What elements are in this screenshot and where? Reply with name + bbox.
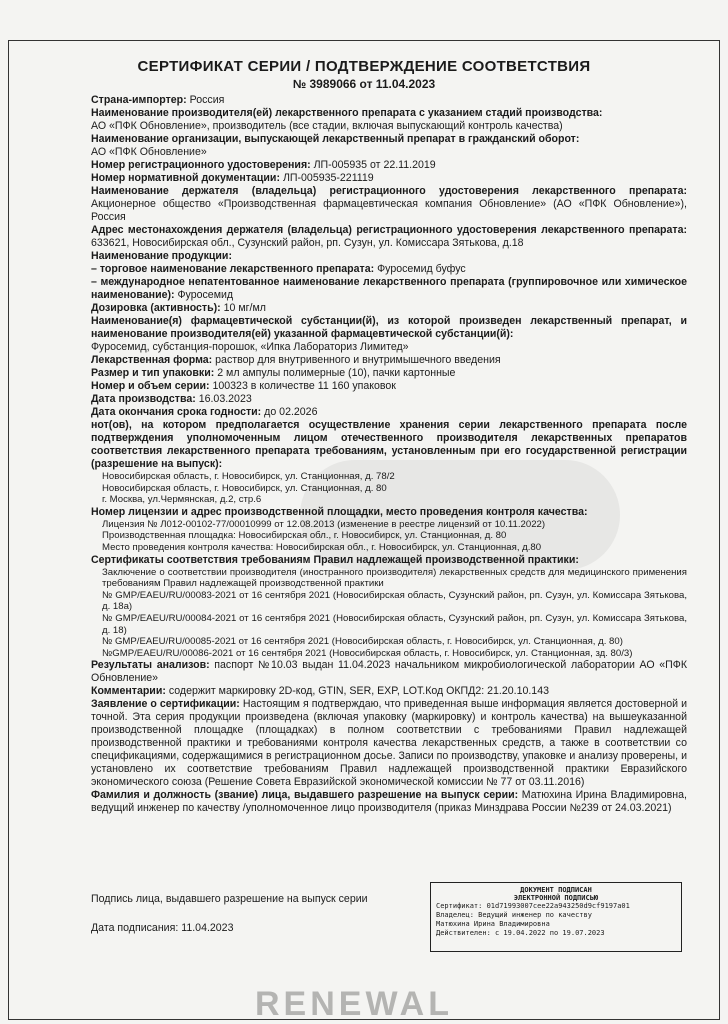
inn-label: – международное непатентованное наименование лекарственного препарата (группировочное или химическое наименование): [91, 276, 687, 301]
document-title: СЕРТИФИКАТ СЕРИИ / ПОДТВЕРЖДЕНИЕ СООТВЕТСТВИЯ [137, 58, 591, 75]
trade-name-label: – торговое наименование лекарственного препарата: [91, 263, 375, 275]
gmp-label: Сертификаты соответствия требованиям Правил надлежащей производственной практики: [91, 553, 579, 566]
dosage-value: 10 мг/мл [223, 302, 266, 314]
product-label: Наименование продукции: [91, 250, 232, 262]
gmp-certificate-4: №GMP/EAEU/RU/00086-2021 от 16 сентября 2021 (Новосибирская область, г. Новосибирск, ул. Станционная, зд. 80/3) [102, 647, 633, 659]
gmp-intro: Заключение о соответствии производителя (иностранного производителя) лекарственных средств для медицинского применения требованиям Правил надлежащей производственной практики [102, 566, 687, 590]
document-number: № 3989066 от 11.04.2023 [292, 77, 436, 91]
license-label: Номер лицензии и адрес производственной площадки, место проведения контроля качества: [91, 505, 588, 518]
gmp-certificate-3: № GMP/EAEU/RU/00085-2021 от 16 сентября 2021 (Новосибирская область, г. Новосибирск, ул. Станционная, д. 80) [102, 636, 623, 648]
certificate-body [91, 94, 687, 815]
authorized-person-value: Матюхина Ирина Владимировна, ведущий инженер по качеству /уполномоченное лицо производителя (приказ Минздрава России №239 от 24.03.2021) [91, 789, 687, 815]
form-value: раствор для внутривенного и внутримышечного введения [215, 354, 501, 366]
authorized-person-label: Фамилия и должность (звание) лица, выдавшего разрешение на выпуск серии: [91, 789, 519, 802]
stamp-title-2: ЭЛЕКТРОННОЙ ПОДПИСЬЮ [513, 894, 599, 902]
release-org-label: Наименование организации, выпускающей лекарственный препарат в гражданский оборот: [91, 133, 580, 145]
substance-label: Наименование(я) фармацевтической субстанции(й), из которой произведен лекарственный препарат, и наименование производителя(ей) указанной фармацевтической субстанции(й): [91, 315, 687, 340]
statement-label: Заявление о сертификации: [91, 698, 240, 711]
country-value: Россия [189, 94, 225, 106]
holder-value: Акционерное общество «Производственная фармацевтическая компания Обновление» (АО «ПФК Обновление»), Россия [91, 198, 687, 223]
statement-value: Настоящим я подтверждаю, что приведенная выше информация является достоверной и точной. Эта серия продукции произведена (включая упаковку (маркировку) и контроль качества) на вышеуказанной производственной площадке (площадках) в полном соответствии с требованиями Правил надлежащей производственной практики и требованиями контроля качества лекарственных средств, а также в соответствии со спецификациями, содержащимися в регистрационном досье. Записи по производству, упаковке и анализу проверены, и установлено их соответствие требованиям Правил надлежащей производственной практики Евразийского экономического союза (Решение Совета Евразийской экономической комиссии № 77 от 03.11.2016) [91, 698, 687, 789]
results-value: паспорт №10.03 выдан 11.04.2023 начальником микробиологической лаборатории АО «ПФК Обновление» [91, 659, 687, 685]
holder-label: Наименование держателя (владельца) регистрационного удостоверения лекарственного препарата: [91, 185, 687, 197]
substance-value: Фуросемид, субстанция-порошок, «Ипка Лабораториз Лимитед» [91, 341, 409, 353]
norm-doc-label: Номер нормативной документации: [91, 172, 280, 184]
gmp-certificate-1: № GMP/EAEU/RU/00083-2021 от 16 сентября 2021 (Новосибирская область, Сузунский район, рп. Сузун, ул. Комиссара Зятькова, д. 18а) [102, 589, 687, 613]
holder-address-value: 633621, Новосибирская обл., Сузунский район, рп. Сузун, ул. Комиссара Зятькова, д.18 [91, 237, 524, 249]
reg-cert-value: ЛП-005935 от 22.11.2019 [313, 159, 436, 171]
expiry-value: до 02.2026 [264, 406, 318, 418]
gmp-certificate-2: № GMP/EAEU/RU/00084-2021 от 16 сентября 2021 (Новосибирская область, Сузунский район, рп. Сузун, ул. Комиссара Зятькова, д. 18) [102, 612, 687, 636]
stamp-validity: Действителен: с 19.04.2022 по 19.07.2023 [436, 929, 605, 937]
storage-address-1: Новосибирская область, г. Новосибирск, ул. Станционная, д. 78/2 [102, 471, 395, 482]
release-org-value: АО «ПФК Обновление» [91, 146, 207, 158]
comments-label: Комментарии: [91, 685, 166, 698]
production-date-value: 16.03.2023 [198, 393, 252, 405]
reg-cert-label: Номер регистрационного удостоверения: [91, 159, 311, 171]
results-label: Результаты анализов: [91, 659, 210, 672]
sign-date-label: Дата подписания: [91, 922, 179, 934]
stamp-owner: Владелец: Ведущий инженер по качеству [436, 911, 592, 919]
sign-date-value: 11.04.2023 [181, 922, 234, 934]
series-value: 100323 в количестве 11 160 упаковок [212, 380, 396, 392]
storage-text: нот(ов), на котором предполагается осуществление хранения серии лекарственного препарата после подтверждения уполномоченным лицом отечественного производителя лекарственных препаратов соответствия лекарственного препарата требованиям, установленным при его государственной регистрации (разрешение на выпуск): [91, 419, 687, 470]
pack-value: 2 мл ампулы полимерные (10), пачки картонные [217, 367, 456, 379]
manufacturer-value: АО «ПФК Обновление», производитель (все стадии, включая выпускающий контроль качества) [91, 120, 563, 132]
trade-name-value: Фуросемид буфус [377, 263, 466, 275]
comments-value: содержит маркировку 2D-код, GTIN, SER, EXP, LOT.Код ОКПД2: 21.20.10.143 [168, 685, 549, 698]
qc-site: Место проведения контроля качества: Новосибирская обл., г. Новосибирск, ул. Станционная, д.80 [102, 541, 542, 553]
form-label: Лекарственная форма: [91, 354, 213, 366]
dosage-label: Дозировка (активность): [91, 302, 221, 314]
manufacturer-label: Наименование производителя(ей) лекарственного препарата с указанием стадий производства: [91, 107, 603, 119]
signature-label: Подпись лица, выдавшего разрешение на выпуск серии [91, 893, 368, 905]
holder-address-label: Адрес местонахождения держателя (владельца) регистрационного удостоверения лекарственного препарата: [91, 224, 687, 236]
stamp-certificate: Сертификат: 01d71993007cee22a943250d9cf9197a01 [436, 902, 630, 910]
country-label: Страна-импортер: [91, 94, 187, 106]
storage-address-3: г. Москва, ул.Чермянская, д.2, стр.6 [102, 494, 262, 506]
norm-doc-value: ЛП-005935-221119 [282, 172, 374, 184]
expiry-label: Дата окончания срока годности: [91, 406, 262, 418]
pack-label: Размер и тип упаковки: [91, 367, 215, 379]
license-number: Лицензия № Л012-00102-77/00010999 от 12.08.2013 (изменение в реестре лицензий от 10.11.2022) [102, 518, 546, 530]
stamp-title-1: ДОКУМЕНТ ПОДПИСАН [520, 886, 592, 894]
e-signature-stamp [430, 882, 682, 952]
production-site: Производственная площадка: Новосибирская обл., г. Новосибирск, ул. Станционная, д. 80 [102, 530, 507, 542]
inn-value: Фуросемид [177, 289, 234, 301]
watermark-text: RENEWAL [255, 985, 453, 1023]
production-date-label: Дата производства: [91, 393, 196, 405]
storage-address-2: Новосибирская область, г. Новосибирск, ул. Станционная, д. 80 [102, 482, 387, 494]
series-label: Номер и объем серии: [91, 380, 210, 392]
stamp-owner-name: Матюхина Ирина Владимировна [436, 920, 550, 928]
